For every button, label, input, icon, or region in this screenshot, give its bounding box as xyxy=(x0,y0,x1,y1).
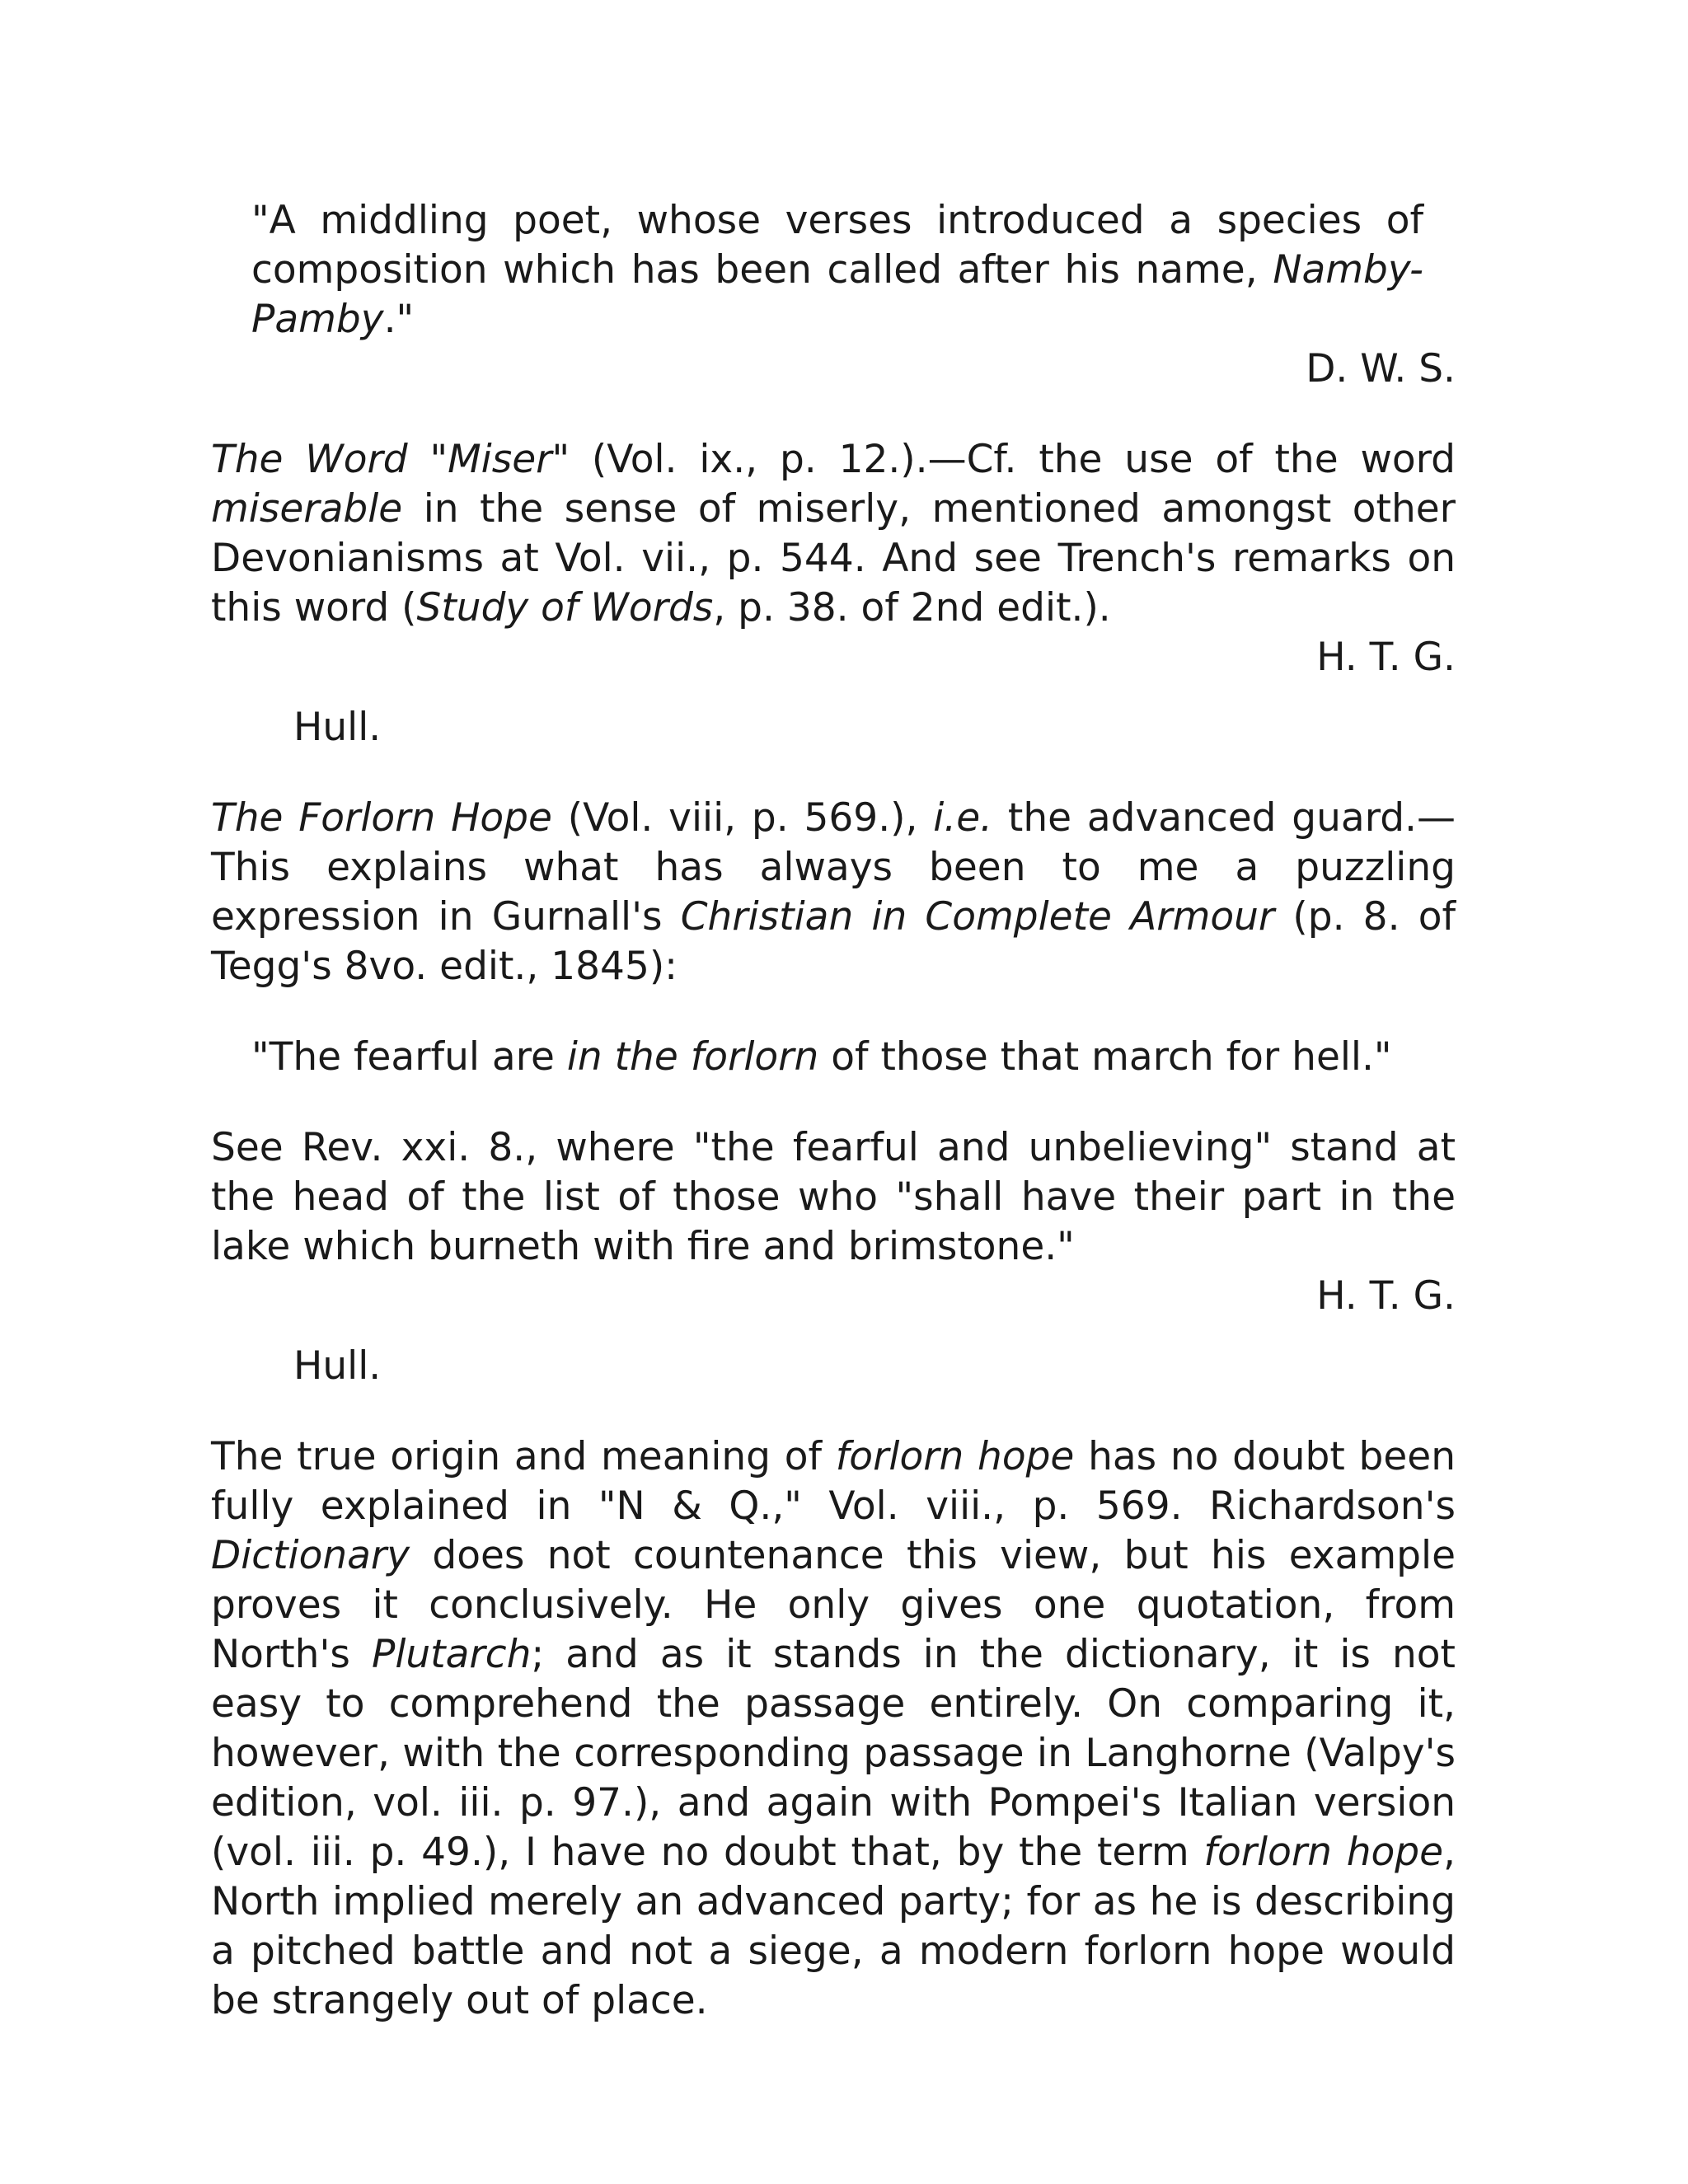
place-hull-1: Hull. xyxy=(293,705,382,750)
rev-paragraph: See Rev. xxi. 8., where "the fearful and unbelieving" stand at the head of the list of those who "shall have their part in the lake which burneth with fire and brimstone." xyxy=(211,1125,1456,1269)
origin-italic-3: Plutarch xyxy=(371,1632,532,1677)
signature-htg-1: H. T. G. xyxy=(1316,635,1456,680)
origin-text-3: does not countenance this view, but his example proves it conclusively. He only gives one quotation, from North's xyxy=(211,1533,1456,1677)
namby-pamby-quote xyxy=(251,196,1423,344)
quote-text-end: ." xyxy=(383,297,415,342)
origin-paragraph xyxy=(211,1432,1456,2026)
miser-italic-1: miserable xyxy=(211,486,403,532)
origin-italic-2: Dictionary xyxy=(211,1533,410,1578)
forlorn-text-2: the advanced guard.—This explains what has always been to me a puzzling expression in Gurnall's xyxy=(211,795,1456,940)
forlorn-hope-paragraph xyxy=(211,794,1456,991)
fearful-quote-start: "The fearful are xyxy=(251,1034,567,1080)
forlorn-italic-2: Christian in Complete Armour xyxy=(680,894,1275,940)
signature-htg-2: H. T. G. xyxy=(1316,1273,1456,1319)
fearful-quote xyxy=(251,1033,1456,1082)
forlorn-italic-1: i.e. xyxy=(933,795,993,841)
quote-text: "A middling poet, whose verses introduced a species of composition which has been called after his name, xyxy=(251,198,1423,293)
forlorn-title: The Forlorn Hope xyxy=(211,795,552,841)
forlorn-text-1: (Vol. viii, p. 569.), xyxy=(551,795,934,841)
document-page xyxy=(211,196,1456,2026)
miser-text-2: in the sense of miserly, mentioned amongst other Devonianisms at Vol. vii., p. 544. And see Trench's remarks on this word ( xyxy=(211,486,1456,630)
miser-italic-2: Study of Words xyxy=(416,585,714,630)
fearful-quote-italic: in the forlorn xyxy=(566,1034,819,1080)
miser-text-3: , p. 38. of 2nd edit.). xyxy=(713,585,1111,630)
origin-italic-1: forlorn hope xyxy=(835,1434,1075,1479)
origin-text-2: has no doubt been fully explained in "N & Q.," Vol. viii., p. 569. Richardson's xyxy=(211,1434,1456,1529)
origin-text-1: The true origin and meaning of xyxy=(211,1434,836,1479)
signature-dws: D. W. S. xyxy=(1306,346,1456,391)
origin-text-5: , North implied merely an advanced party; for as he is describing a pitched battle and not a siege, a modern forlorn hope would be strangely out of place. xyxy=(211,1830,1456,2023)
miser-paragraph xyxy=(211,435,1456,633)
miser-title: The Word "Miser" xyxy=(211,437,570,482)
fearful-quote-end: of those that march for hell." xyxy=(818,1034,1392,1080)
miser-text-1: (Vol. ix., p. 12.).—Cf. the use of the word xyxy=(570,437,1456,482)
quote-italic: Namby-Pamby xyxy=(251,247,1423,342)
origin-italic-4: forlorn hope xyxy=(1203,1830,1444,1875)
origin-text-4: ; and as it stands in the dictionary, it is not easy to comprehend the passage entirely. On comparing it, however, with the corresponding passage in Langhorne (Valpy's edition, vol. iii. p. 97.), and again with Pompei's Italian version (vol. iii. p. 49.), I have no doubt that, by the term xyxy=(211,1632,1456,1875)
forlorn-text-3: (p. 8. of Tegg's 8vo. edit., 1845): xyxy=(211,894,1456,989)
place-hull-2: Hull. xyxy=(293,1343,382,1389)
